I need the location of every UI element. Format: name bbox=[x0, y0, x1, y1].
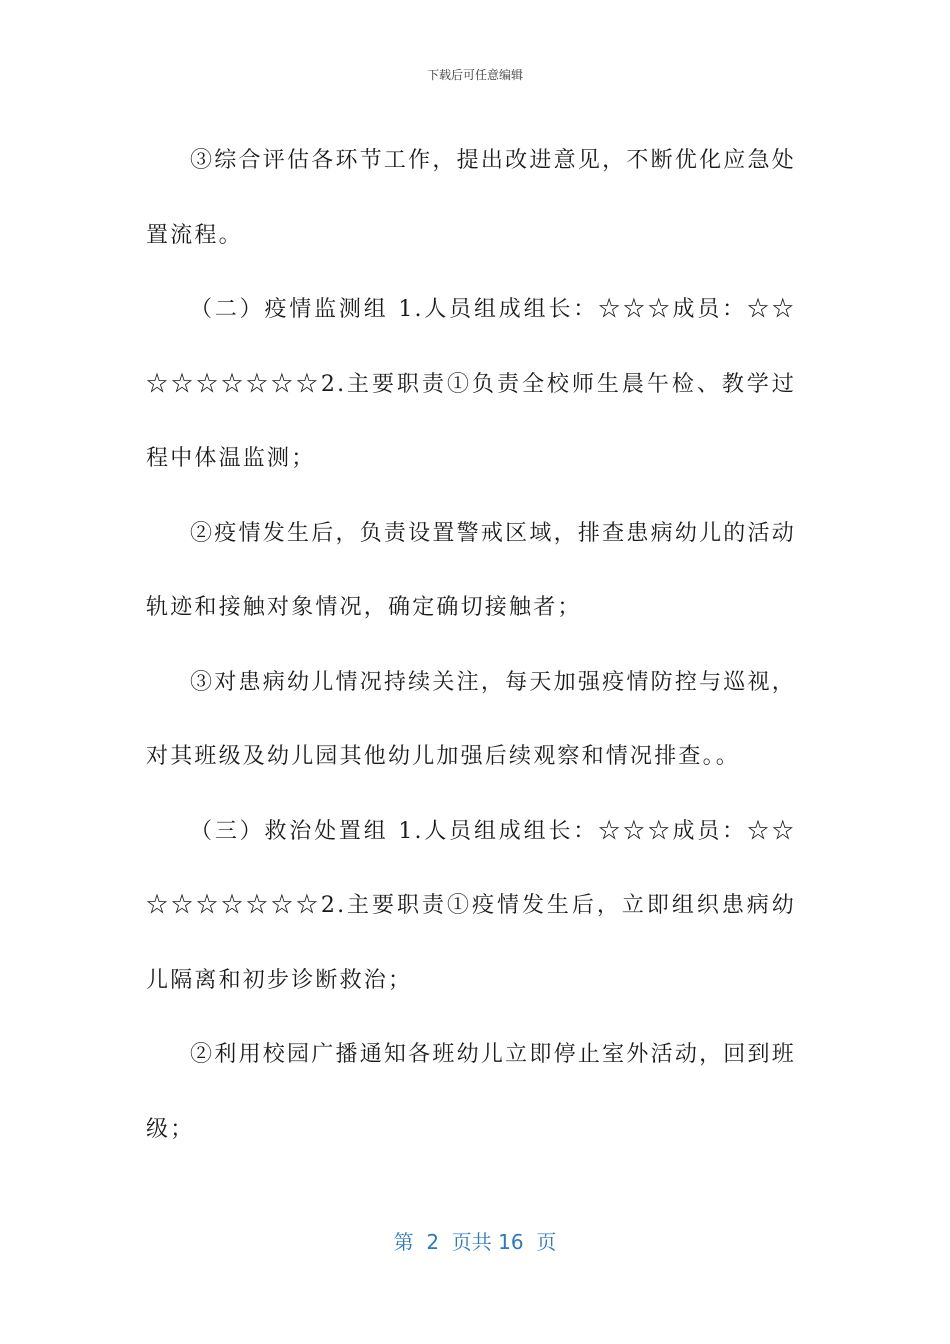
paragraph-5: （三）救治处置组 1.人员组成组长：☆☆☆成员：☆☆☆☆☆☆☆☆☆2.主要职责①疫情发生后，立即组织患病幼儿隔离和初步诊断救治； bbox=[146, 818, 796, 993]
page-footer bbox=[0, 1226, 950, 1255]
header-note: 下载后可任意编辑 bbox=[426, 68, 523, 82]
document-body bbox=[146, 124, 796, 1167]
paragraph-1: ③综合评估各环节工作，提出改进意见，不断优化应急处置流程。 bbox=[146, 148, 796, 248]
paragraph-4: ③对患病幼儿情况持续关注，每天加强疫情防控与巡视，对其班级及幼儿园其他幼儿加强后续观察和情况排查。。 bbox=[146, 669, 796, 769]
paragraph-6: ②利用校园广播通知各班幼儿立即停止室外活动，回到班级； bbox=[146, 1042, 796, 1142]
paragraph-3: ②疫情发生后，负责设置警戒区域，排查患病幼儿的活动轨迹和接触对象情况，确定确切接触者； bbox=[146, 520, 796, 620]
paragraph-2: （二）疫情监测组 1.人员组成组长：☆☆☆成员：☆☆☆☆☆☆☆☆☆2.主要职责①负责全校师生晨午检、教学过程中体温监测； bbox=[146, 297, 796, 471]
page-number-text: 第 2 页共 16 页 bbox=[393, 1230, 557, 1254]
